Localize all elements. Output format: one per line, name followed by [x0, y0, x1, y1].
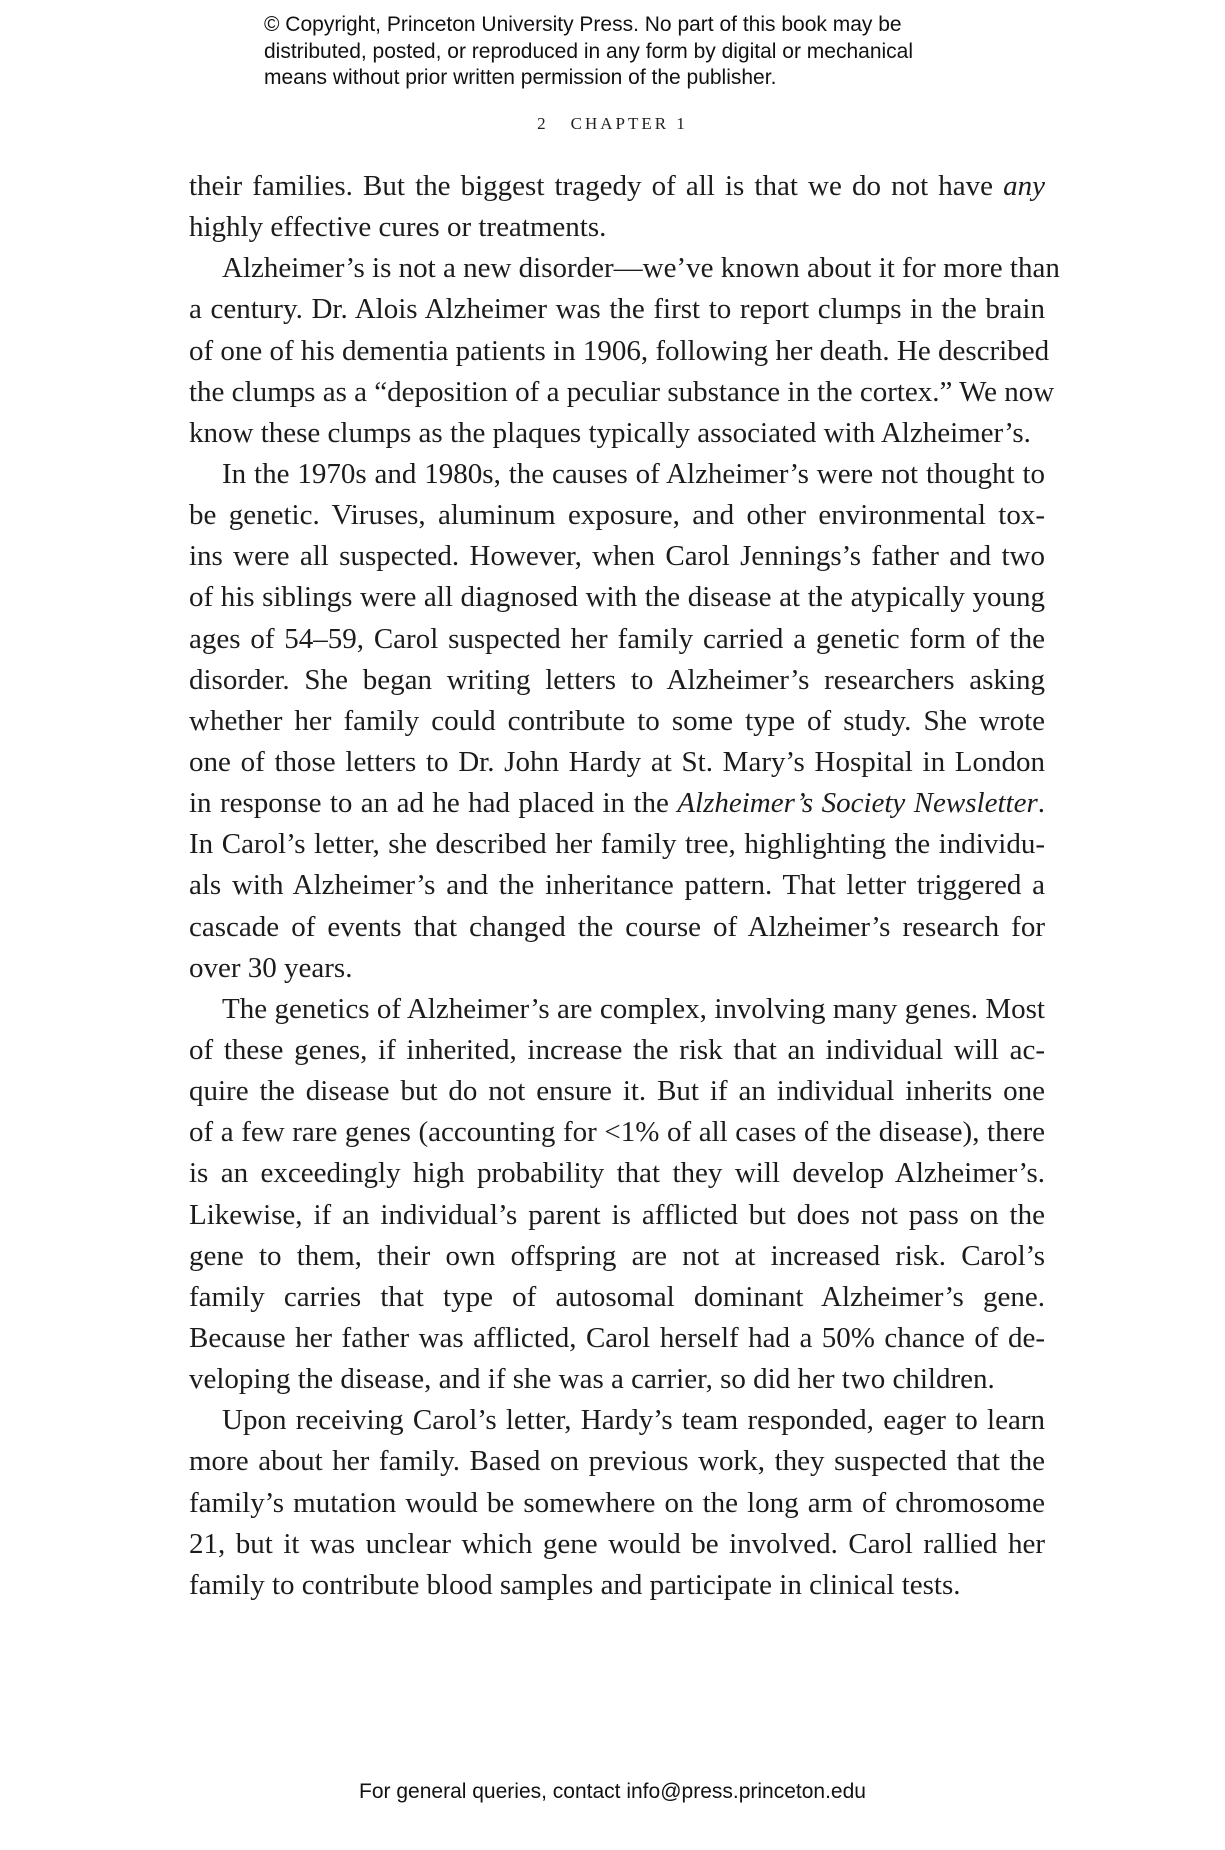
- paragraph: [189, 1400, 1045, 1606]
- text-line: 21, but it was unclear which gene would be involved. Carol rallied her: [189, 1527, 1045, 1560]
- body-text: [189, 166, 1060, 1606]
- text-line: know these clumps as the plaques typically associated with Alzheimer’s.: [189, 416, 1031, 449]
- text-line: whether her family could contribute to some type of study. She wrote: [189, 704, 1045, 737]
- text-line: In Carol’s letter, she described her family tree, highlighting the individu-: [189, 828, 1045, 861]
- running-head: [0, 114, 1225, 134]
- text-segment: .: [1037, 787, 1045, 820]
- text-line: family carries that type of autosomal dominant Alzheimer’s gene.: [189, 1280, 1045, 1313]
- text-line: more about her family. Based on previous work, they suspected that the: [189, 1445, 1045, 1478]
- paragraph: [189, 454, 1045, 989]
- chapter-label: CHAPTER 1: [570, 114, 688, 133]
- paragraph: [189, 248, 1060, 454]
- text-line: be genetic. Viruses, aluminum exposure, and other environmental tox-: [189, 499, 1045, 532]
- text-line: Alzheimer’s is not a new disorder—we’ve known about it for more than: [222, 252, 1060, 285]
- paragraph: [189, 166, 1045, 248]
- text-line: one of those letters to Dr. John Hardy at St. Mary’s Hospital in London: [189, 745, 1045, 778]
- text-line: a century. Dr. Alois Alzheimer was the first to report clumps in the brain: [189, 293, 1045, 326]
- text-line: family to contribute blood samples and participate in clinical tests.: [189, 1568, 961, 1601]
- text-line: The genetics of Alzheimer’s are complex, involving many genes. Most: [222, 992, 1045, 1025]
- copyright-notice: [264, 12, 984, 92]
- text-line: als with Alzheimer’s and the inheritance pattern. That letter triggered a: [189, 869, 1045, 902]
- paragraph: [189, 989, 1045, 1400]
- text-line: cascade of events that changed the course of Alzheimer’s research for: [189, 910, 1045, 943]
- text-line: veloping the disease, and if she was a carrier, so did her two children.: [189, 1363, 995, 1396]
- text-segment: in response to an ad he had placed in the: [189, 787, 678, 820]
- copyright-line: means without prior written permission of the publisher.: [264, 66, 777, 89]
- text-line: over 30 years.: [189, 951, 353, 984]
- page-number: 2: [537, 114, 549, 133]
- text-line: highly effective cures or treatments.: [189, 211, 607, 244]
- text-line: ins were all suspected. However, when Carol Jennings’s father and two: [189, 540, 1045, 573]
- footer-contact: For general queries, contact info@press.princeton.edu: [359, 1780, 866, 1803]
- text-line: ages of 54–59, Carol suspected her family carried a genetic form of the: [189, 622, 1045, 655]
- text-line: Likewise, if an individual’s parent is afflicted but does not pass on the: [189, 1198, 1045, 1231]
- text-line: quire the disease but do not ensure it. But if an individual inherits one: [189, 1075, 1045, 1108]
- text-line: family’s mutation would be somewhere on the long arm of chromosome: [189, 1486, 1045, 1519]
- text-line: of one of his dementia patients in 1906, following her death. He described: [189, 334, 1050, 367]
- text-line: Upon receiving Carol’s letter, Hardy’s team responded, eager to learn: [222, 1404, 1045, 1437]
- italic-text: Alzheimer’s Society Newsletter: [677, 787, 1038, 820]
- text-line: is an exceedingly high probability that they will develop Alzheimer’s.: [189, 1157, 1045, 1190]
- copyright-line: © Copyright, Princeton University Press. No part of this book may be: [264, 13, 902, 36]
- text-line: of these genes, if inherited, increase the risk that an individual will ac-: [189, 1033, 1045, 1066]
- text-line: Because her father was afflicted, Carol herself had a 50% chance of de-: [189, 1321, 1045, 1354]
- text-line: of his siblings were all diagnosed with the disease at the atypically young: [189, 581, 1045, 614]
- text-line: of a few rare genes (accounting for <1% of all cases of the disease), there: [189, 1116, 1045, 1149]
- copyright-line: distributed, posted, or reproduced in any form by digital or mechanical: [264, 39, 914, 63]
- text-segment: their families. But the biggest tragedy of all is that we do not have: [189, 170, 1004, 202]
- text-line: disorder. She began writing letters to Alzheimer’s researchers asking: [189, 663, 1045, 696]
- text-line: gene to them, their own offspring are not at increased risk. Carol’s: [189, 1239, 1045, 1272]
- text-line: [189, 783, 1045, 824]
- text-line: [189, 166, 1045, 207]
- italic-text: any: [1003, 170, 1045, 202]
- text-line: the clumps as a “deposition of a peculiar substance in the cortex.” We now: [189, 375, 1055, 408]
- text-line: In the 1970s and 1980s, the causes of Alzheimer’s were not thought to: [222, 457, 1045, 490]
